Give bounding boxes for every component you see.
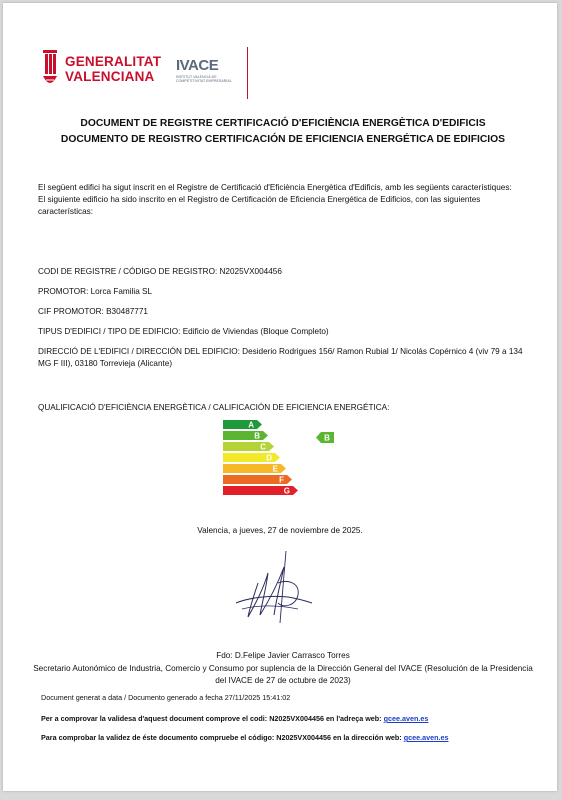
qualification-label: QUALIFICACIÓ D'EFICIÈNCIA ENERGÈTICA / CALIFICACIÓN DE EFICIENCIA ENERGÉTICA: <box>38 403 390 412</box>
header <box>41 47 281 99</box>
signature-image <box>228 543 318 631</box>
ivace-sub1: INSTITUT VALENCIÀ DE <box>176 75 217 79</box>
rating-bar-a <box>223 420 262 429</box>
rating-indicator <box>316 430 334 441</box>
gva-line1: GENERALITAT <box>65 54 162 69</box>
header-divider <box>247 47 248 99</box>
title-es: DOCUMENTO DE REGISTRO CERTIFICACIÓN DE EFICIENCIA ENERGÉTICA DE EDIFICIOS <box>60 134 506 145</box>
rating-bar-label: A <box>248 420 254 429</box>
rating-bar-label: B <box>254 431 260 440</box>
rating-bar-g <box>223 486 298 495</box>
energy-rating-chart <box>223 420 343 500</box>
document-page <box>3 3 557 791</box>
field-tipo: TIPUS D'EDIFICI / TIPO DE EDIFICIO: Edificio de Viviendas (Bloque Completo) <box>38 327 329 336</box>
place-date: Valencia, a jueves, 27 de noviembre de 2025. <box>197 526 363 535</box>
rating-bar-b <box>223 431 268 440</box>
field-promotor: PROMOTOR: Lorca Familia SL <box>38 287 153 296</box>
intro-es: El siguiente edificio ha sido inscrito en el Registro de Certificación de Eficiencia Energética de Edificios, con las siguientes características: <box>38 195 481 216</box>
verify-es-text: Para comprobar la validez de éste documento compruebe el código: N2025VX004456 en la dirección web: <box>41 733 404 742</box>
field-registro: CODI DE REGISTRE / CÓDIGO DE REGISTRO: N2025VX004456 <box>38 267 282 276</box>
intro-ca: El següent edifici ha sigut inscrit en el Registre de Certificació d'Eficiència Energètica d'Edificis, amb les següents característiques: <box>38 183 512 192</box>
verify-ca-text: Per a comprovar la validesa d'aquest document comprove el codi: N2025VX004456 en l'adreça web: <box>41 714 384 723</box>
rating-bar-e <box>223 464 286 473</box>
signer-role: Secretario Autonómico de Industria, Comercio y Consumo por suplencia de la Dirección General del IVACE (Resolución de la Presidencia del IVACE de 27 de octubre de 2023) <box>33 663 533 685</box>
rating-bar-label: G <box>283 486 290 495</box>
verify-es <box>41 733 448 742</box>
intro-text <box>38 182 528 218</box>
ivace-sub2: COMPETITIVITAT EMPRESARIAL <box>176 79 232 84</box>
verify-link-es[interactable]: gcee.aven.es <box>403 733 449 742</box>
rating-arrow-icon <box>316 432 334 443</box>
signer-name: Fdo: D.Felipe Javier Carrasco Torres <box>216 651 350 660</box>
rating-bar-label: E <box>272 464 278 473</box>
rating-bar-d <box>223 453 280 462</box>
generalitat-crest-icon <box>41 50 59 90</box>
field-cif: CIF PROMOTOR: B30487771 <box>38 307 148 316</box>
field-direccion: DIRECCIÓ DE L'EDIFICI / DIRECCIÓN DEL EDIFICIO: Desiderio Rodrigues 156/ Ramon Rubial 1/ Nicolás Copérnico 4 (viv 79 a 134 MG F III), 03180 Torrevieja (Alicante) <box>38 347 523 368</box>
verify-ca <box>41 714 428 723</box>
ivace-subtitle <box>176 75 236 84</box>
rating-bar-label: C <box>260 442 266 451</box>
ivace-logo: IVACE <box>176 57 219 74</box>
title-ca: DOCUMENT DE REGISTRE CERTIFICACIÓ D'EFICIÈNCIA ENERGÈTICA D'EDIFICIS <box>80 118 486 129</box>
rating-bar-label: D <box>266 453 272 462</box>
rating-letter: B <box>324 433 330 443</box>
generated-date: Document generat a data / Documento generado a fecha 27/11/2025 15:41:02 <box>41 693 291 702</box>
signer-block <box>28 650 538 688</box>
rating-bar-f <box>223 475 292 484</box>
rating-bar-c <box>223 442 274 451</box>
verify-link-ca[interactable]: gcee.aven.es <box>383 714 429 723</box>
gva-line2: VALENCIANA <box>65 69 155 84</box>
document-title <box>23 116 543 148</box>
generalitat-wordmark <box>65 54 161 84</box>
rating-bar-label: F <box>279 475 284 484</box>
